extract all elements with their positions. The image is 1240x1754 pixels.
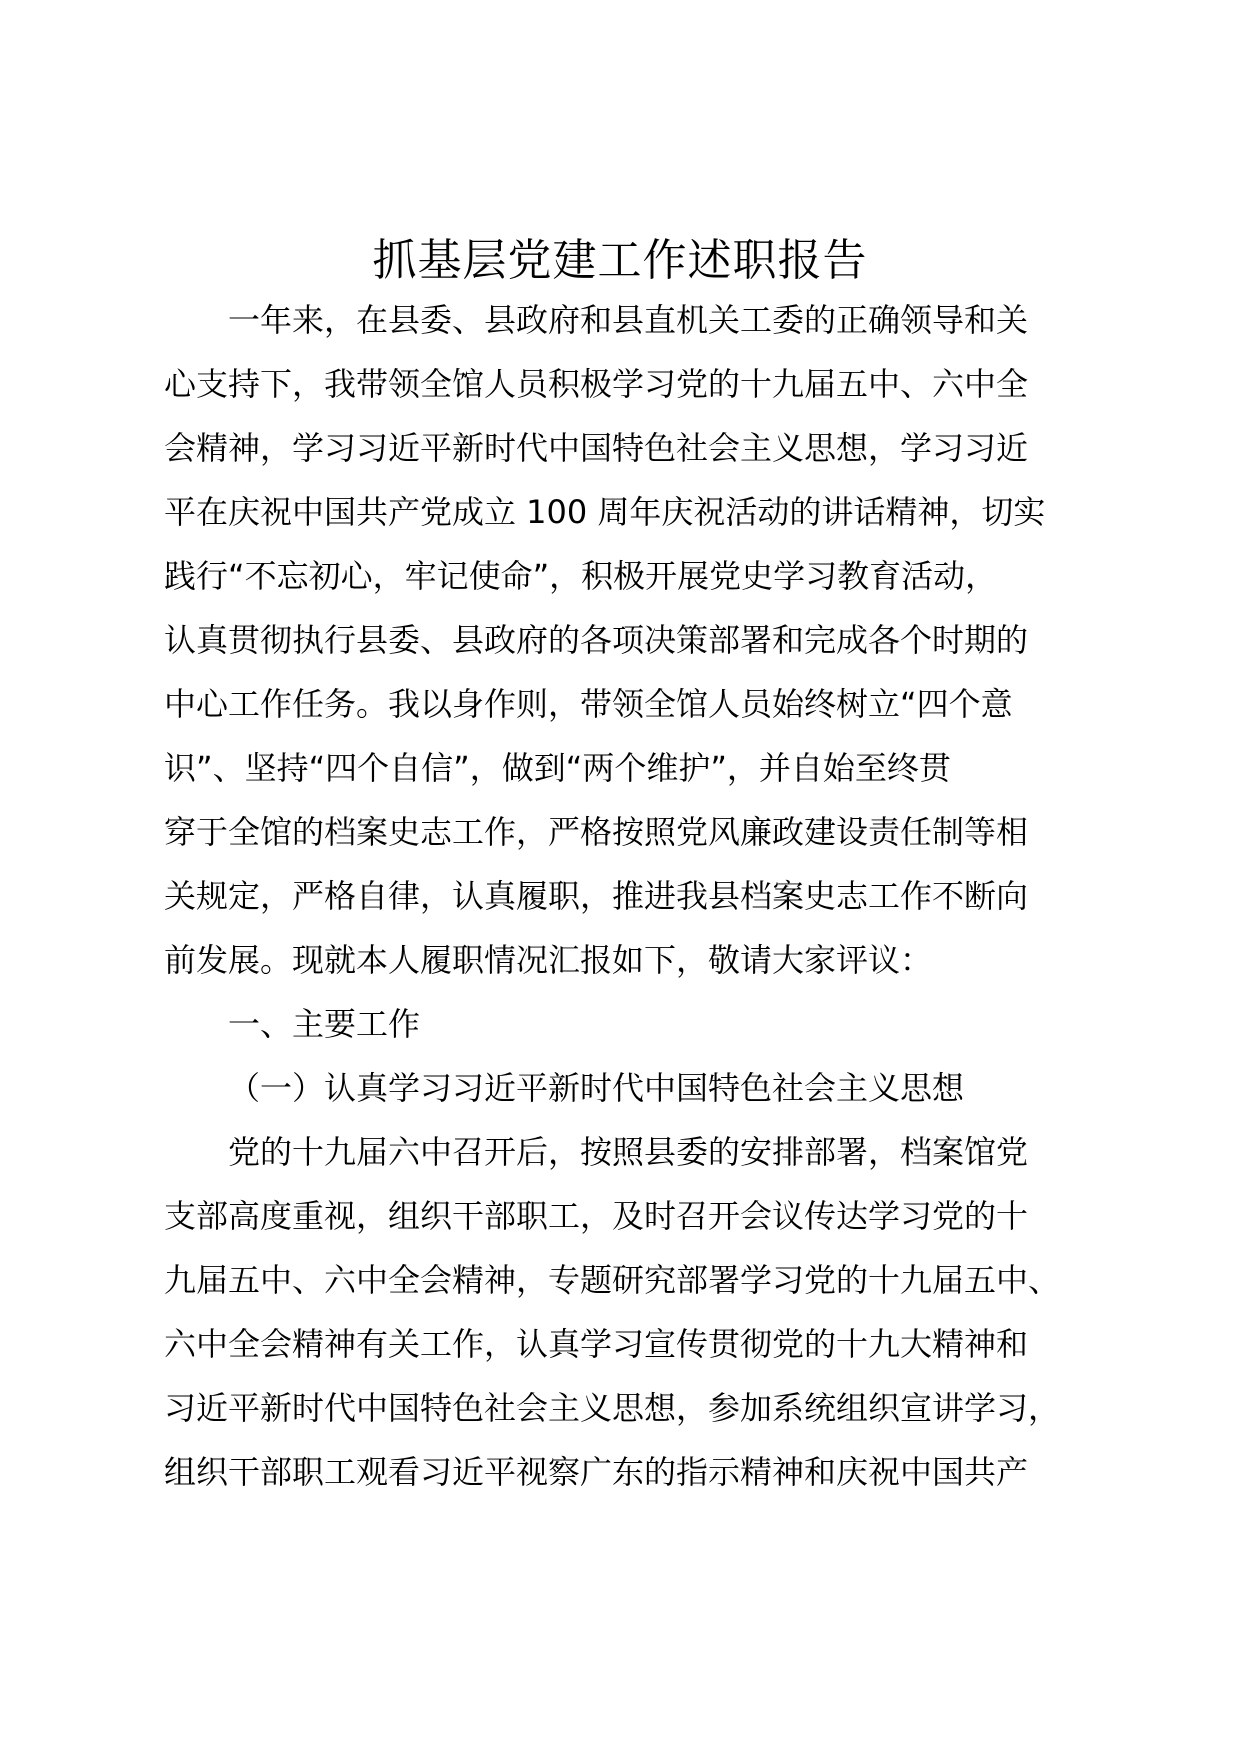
paragraph-line: 一年来，在县委、县政府和县直机关工委的正确领导和关 <box>228 301 1029 339</box>
document-title: 抓基层党建工作述职报告 <box>372 235 868 286</box>
paragraph-line: 支部高度重视，组织干部职工，及时召开会议传达学习党的十 <box>164 1197 1029 1235</box>
paragraph-line: 习近平新时代中国特色社会主义思想，参加系统组织宣讲学习， <box>164 1389 1061 1427</box>
paragraph-line: 平在庆祝中国共产党成立 100 周年庆祝活动的讲话精神，切实 <box>164 493 1046 531</box>
paragraph-line: 党的十九届六中召开后，按照县委的安排部署，档案馆党 <box>228 1133 1029 1171</box>
section-heading: 一、主要工作 <box>228 1005 421 1043</box>
paragraph-line: 穿于全馆的档案史志工作，严格按照党风廉政建设责任制等相 <box>164 813 1029 851</box>
paragraph-line: 践行“不忘初心，牢记使命”，积极开展党史学习教育活动， <box>164 557 998 595</box>
paragraph-line: 六中全会精神有关工作，认真学习宣传贯彻党的十九大精神和 <box>164 1325 1029 1363</box>
paragraph-line: 组织干部职工观看习近平视察广东的指示精神和庆祝中国共产 <box>164 1453 1029 1491</box>
paragraph-line: 会精神，学习习近平新时代中国特色社会主义思想，学习习近 <box>164 429 1029 467</box>
paragraph-line: 识”、坚持“四个自信”，做到“两个维护”，并自始至终贯 <box>164 749 951 787</box>
subsection-heading: （一）认真学习习近平新时代中国特色社会主义思想 <box>228 1069 965 1107</box>
paragraph-line: 中心工作任务。我以身作则，带领全馆人员始终树立“四个意 <box>164 685 1013 723</box>
paragraph-line: 认真贯彻执行县委、县政府的各项决策部署和完成各个时期的 <box>164 621 1029 659</box>
paragraph-line: 前发展。现就本人履职情况汇报如下，敬请大家评议： <box>164 941 933 979</box>
paragraph-line: 九届五中、六中全会精神，专题研究部署学习党的十九届五中、 <box>164 1261 1061 1299</box>
paragraph-line: 心支持下，我带领全馆人员积极学习党的十九届五中、六中全 <box>164 365 1029 403</box>
paragraph-line: 关规定，严格自律，认真履职，推进我县档案史志工作不断向 <box>164 877 1029 915</box>
